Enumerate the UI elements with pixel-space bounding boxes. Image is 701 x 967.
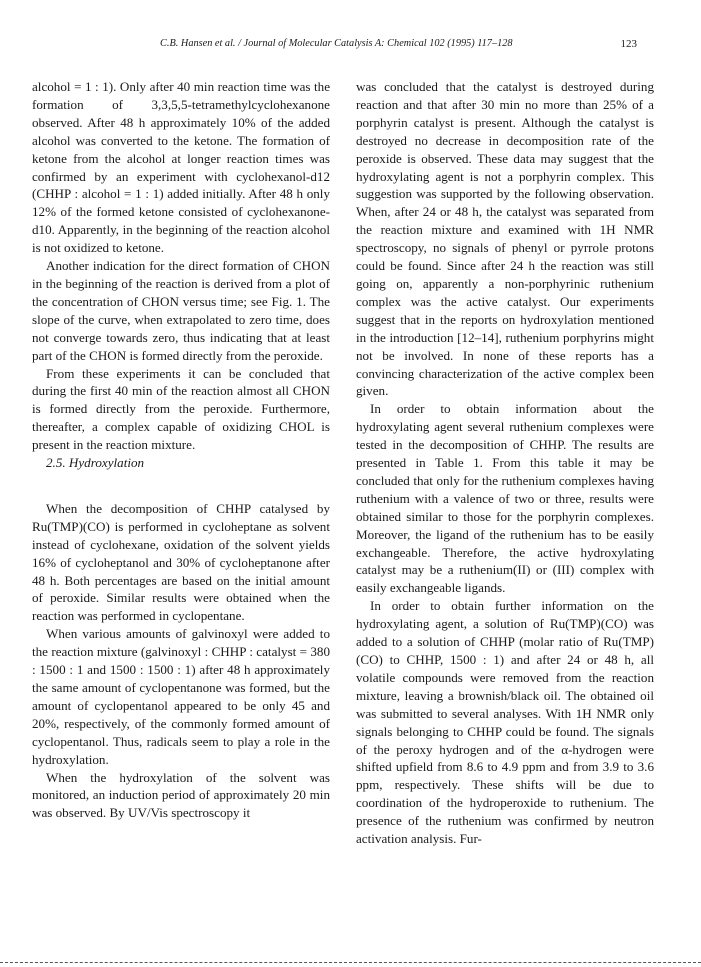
paragraph: In order to obtain further information on the hydroxylating agent, a solution of Ru(TMP)(CO) was added to a solution of CHHP (molar ratio of Ru(TMP)(CO) to CHHP, 1500 : 1) and after 24 or 48 h, all volatile compounds were removed from the reaction mixture, leaving a brownish/black oil. The obtained oil was submitted to several analyses. With 1H NMR only signals belonging to CHHP could be found. The signals of the peroxy hydrogen and of the α-hydrogen were shifted upfield from 8.6 to 4.9 ppm and from 3.9 to 3.6 ppm, respectively. These shifts will be due to coordination of the hydroperoxide to ruthenium. The presence of the ruthenium was confirmed by neutron activation analysis. Fur-: [356, 598, 654, 847]
section-heading: 2.5. Hydroxylation: [46, 455, 145, 471]
paragraph: alcohol = 1 : 1). Only after 40 min reaction time was the formation of 3,3,5,5-tetramethylcyclohexanone observed. After 48 h approximately 10% of the added alcohol was converted to the ketone. The formation of ketone from the alcohol at longer reaction times was confirmed by an experiment with cyclohexanol-d12 (CHHP : alcohol = 1 : 1) added initially. After 48 h only 12% of the formed ketone consisted of cyclohexanone-d10. Apparently, in the beginning of the reaction alcohol is not oxidized to ketone.: [32, 79, 330, 256]
page-bottom-border: [0, 962, 701, 963]
paragraph: In order to obtain information about the hydroxylating agent several ruthenium complexes were tested in the decomposition of CHHP. The results are presented in Table 1. From this table it may be concluded that only for the ruthenium complexes having ruthenium with a valence of two or three, results were obtained similar to those for the porphyrin complexes. Moreover, the ligand of the ruthenium has to be easily exchangeable. Therefore, the active hydroxylating catalyst may be a ruthenium(II) or (III) complex with easily exchangeable ligands.: [356, 401, 654, 596]
paragraph: Another indication for the direct formation of CHON in the beginning of the reaction is derived from a plot of the concentration of CHON versus time; see Fig. 1. The slope of the curve, when extrapolated to zero time, does not converge towards zero, thus indicating that at least part of the CHON is formed directly from the peroxide.: [32, 258, 330, 363]
paragraph: was concluded that the catalyst is destroyed during reaction and that after 30 min no more than 25% of a porphyrin catalyst is present. Although the catalyst is destroyed no decrease in decomposition rate of the peroxide is observed. These data may suggest that the hydroxylating agent is not a porphyrin complex. This suggestion was supported by the following observation. When, after 24 or 48 h, the catalyst was separated from the reaction mixture and examined with 1H NMR spectroscopy, no signals of phenyl or pyrrole protons could be found. Since after 24 h the reaction was still going on, apparently a non-porphyrinic ruthenium complex was the active catalyst. Our experiments suggest that in the reports on hydroxylation mentioned in the introduction [12–14], ruthenium porphyrins might not be involved. In none of these reports has a convincing characterization of the active complex been given.: [356, 79, 654, 399]
paragraph: When various amounts of galvinoxyl were added to the reaction mixture (galvinoxyl : CHHP : catalyst = 380 : 1500 : 1 and 1500 : 1500 : 1) after 48 h approximately the same amount of cyclopentanone was formed, but the amount of cyclopentanol appeared to be only 45 and 20%, respectively, of the commonly formed amount of cyclopentanol. Thus, radicals seem to play a role in the hydroxylation.: [32, 626, 330, 767]
paragraph: From these experiments it can be concluded that during the first 40 min of the reaction almost all CHON is formed directly from the peroxide. Furthermore, thereafter, a complex capable of oxidizing CHOL is present in the reaction mixture.: [32, 365, 330, 453]
paragraph: When the decomposition of CHHP catalysed by Ru(TMP)(CO) is performed in cycloheptane as solvent instead of cyclohexane, oxidation of the solvent yields 16% of cycloheptanol and 30% of cycloheptanone after 48 h. Both percentages are based on the initial amount of peroxide. Similar results were obtained when the reaction was performed in cyclopentane.: [32, 500, 330, 624]
right-column: [356, 78, 654, 848]
paragraph: When the hydroxylation of the solvent was monitored, an induction period of approximately 20 min was observed. By UV/Vis spectroscopy it: [32, 769, 330, 821]
page-header: [0, 38, 701, 54]
left-column: [32, 78, 330, 822]
page-number: 123: [620, 38, 637, 50]
running-head: C.B. Hansen et al. / Journal of Molecular Catalysis A: Chemical 102 (1995) 117–128: [160, 38, 513, 49]
